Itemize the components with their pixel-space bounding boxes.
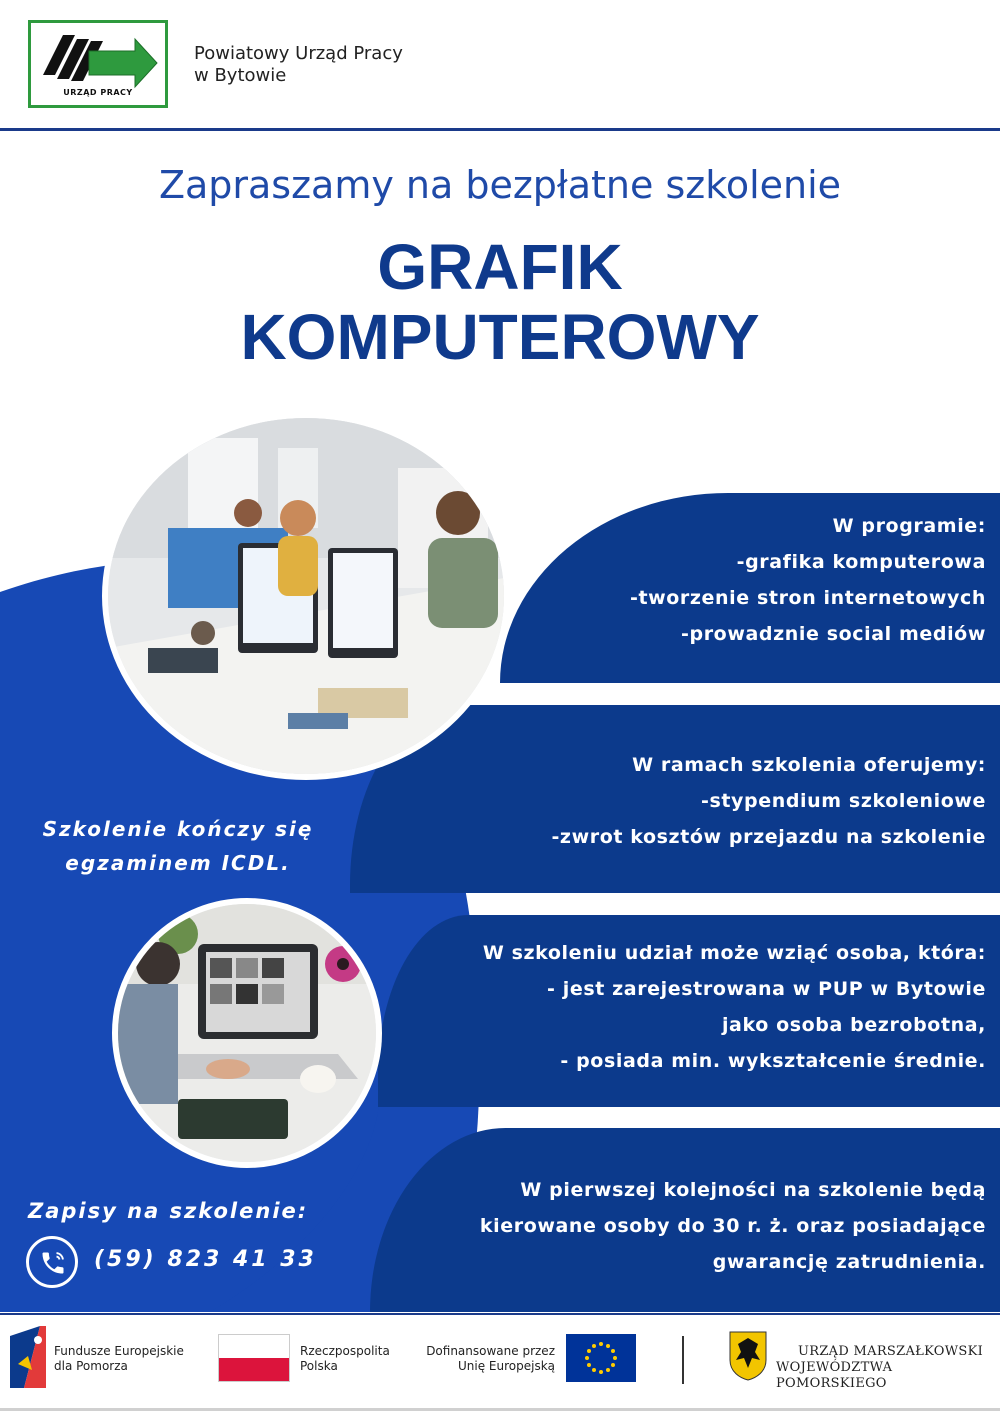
priority-line: gwarancję zatrudnienia. (712, 1251, 986, 1273)
footer-logos (0, 1316, 1000, 1415)
priority-panel (370, 1128, 1000, 1312)
program-panel (500, 493, 1000, 683)
eu-label-line1: Dofinansowane przez (426, 1344, 555, 1358)
eligibility-heading: W szkoleniu udział może wziąć osoba, która: (482, 942, 986, 964)
priority-line: kierowane osoby do 30 r. ż. oraz posiadające (479, 1215, 986, 1237)
fe-label-line2: dla Pomorza (54, 1359, 128, 1373)
course-title-line1: GRAFIK (377, 231, 623, 303)
rp-label (300, 1344, 390, 1374)
office-photo (102, 412, 510, 780)
program-heading: W programie: (832, 515, 986, 537)
pomorskie-crest-icon (728, 1330, 768, 1382)
offer-item: -stypendium szkoleniowe (700, 790, 986, 812)
footer-separator (682, 1336, 684, 1384)
phone-icon (26, 1236, 78, 1288)
exam-note (28, 812, 328, 880)
eligibility-panel (378, 915, 1000, 1107)
laptop-photo (112, 898, 382, 1168)
office-name-line2: w Bytowie (194, 65, 287, 86)
polish-flag-icon (218, 1334, 290, 1382)
fundusze-europejskie-icon (10, 1326, 46, 1388)
offer-heading: W ramach szkolenia oferujemy: (632, 754, 986, 776)
exam-note-line2: egzaminem ICDL. (65, 851, 291, 875)
eu-flag-icon (566, 1334, 636, 1382)
offer-panel (350, 705, 1000, 893)
course-title-line2: KOMPUTEROWY (240, 301, 760, 373)
program-item: -grafika komputerowa (736, 551, 986, 573)
program-item: -prowadznie social mediów (681, 623, 986, 645)
program-item: -tworzenie stron internetowych (629, 587, 986, 609)
exam-note-line1: Szkolenie kończy się (42, 817, 314, 841)
offer-item: -zwrot kosztów przejazdu na szkolenie (551, 826, 986, 848)
um-label-line1: URZĄD MARSZAŁKOWSKI (798, 1344, 984, 1359)
office-name-line1: Powiatowy Urząd Pracy (194, 43, 403, 64)
signup-label: Zapisy na szkolenie: (28, 1199, 309, 1223)
fe-label-line1: Fundusze Europejskie (54, 1344, 184, 1358)
fe-label (54, 1344, 184, 1374)
eligibility-item: jako osoba bezrobotna, (721, 1014, 986, 1036)
eu-label-line2: Unię Europejską (457, 1359, 555, 1373)
um-label-line2: WOJEWÓDZTWA POMORSKIEGO (776, 1360, 893, 1391)
footer-bottom-rule (0, 1408, 1000, 1411)
invite-heading: Zapraszamy na bezpłatne szkolenie (158, 163, 842, 207)
eligibility-item: - jest zarejestrowana w PUP w Bytowie (547, 978, 986, 1000)
eligibility-item: - posiada min. wykształcenie średnie. (560, 1050, 986, 1072)
logo-caption: URZĄD PRACY (63, 88, 133, 97)
phone-number[interactable]: (59) 823 41 33 (94, 1247, 317, 1272)
footer-divider (0, 1313, 1000, 1315)
priority-line: W pierwszej kolejności na szkolenie będą (520, 1179, 986, 1201)
eu-label (420, 1344, 555, 1374)
rp-label-line2: Polska (300, 1359, 338, 1373)
rp-label-line1: Rzeczpospolita (300, 1344, 390, 1358)
um-label (776, 1344, 1000, 1392)
